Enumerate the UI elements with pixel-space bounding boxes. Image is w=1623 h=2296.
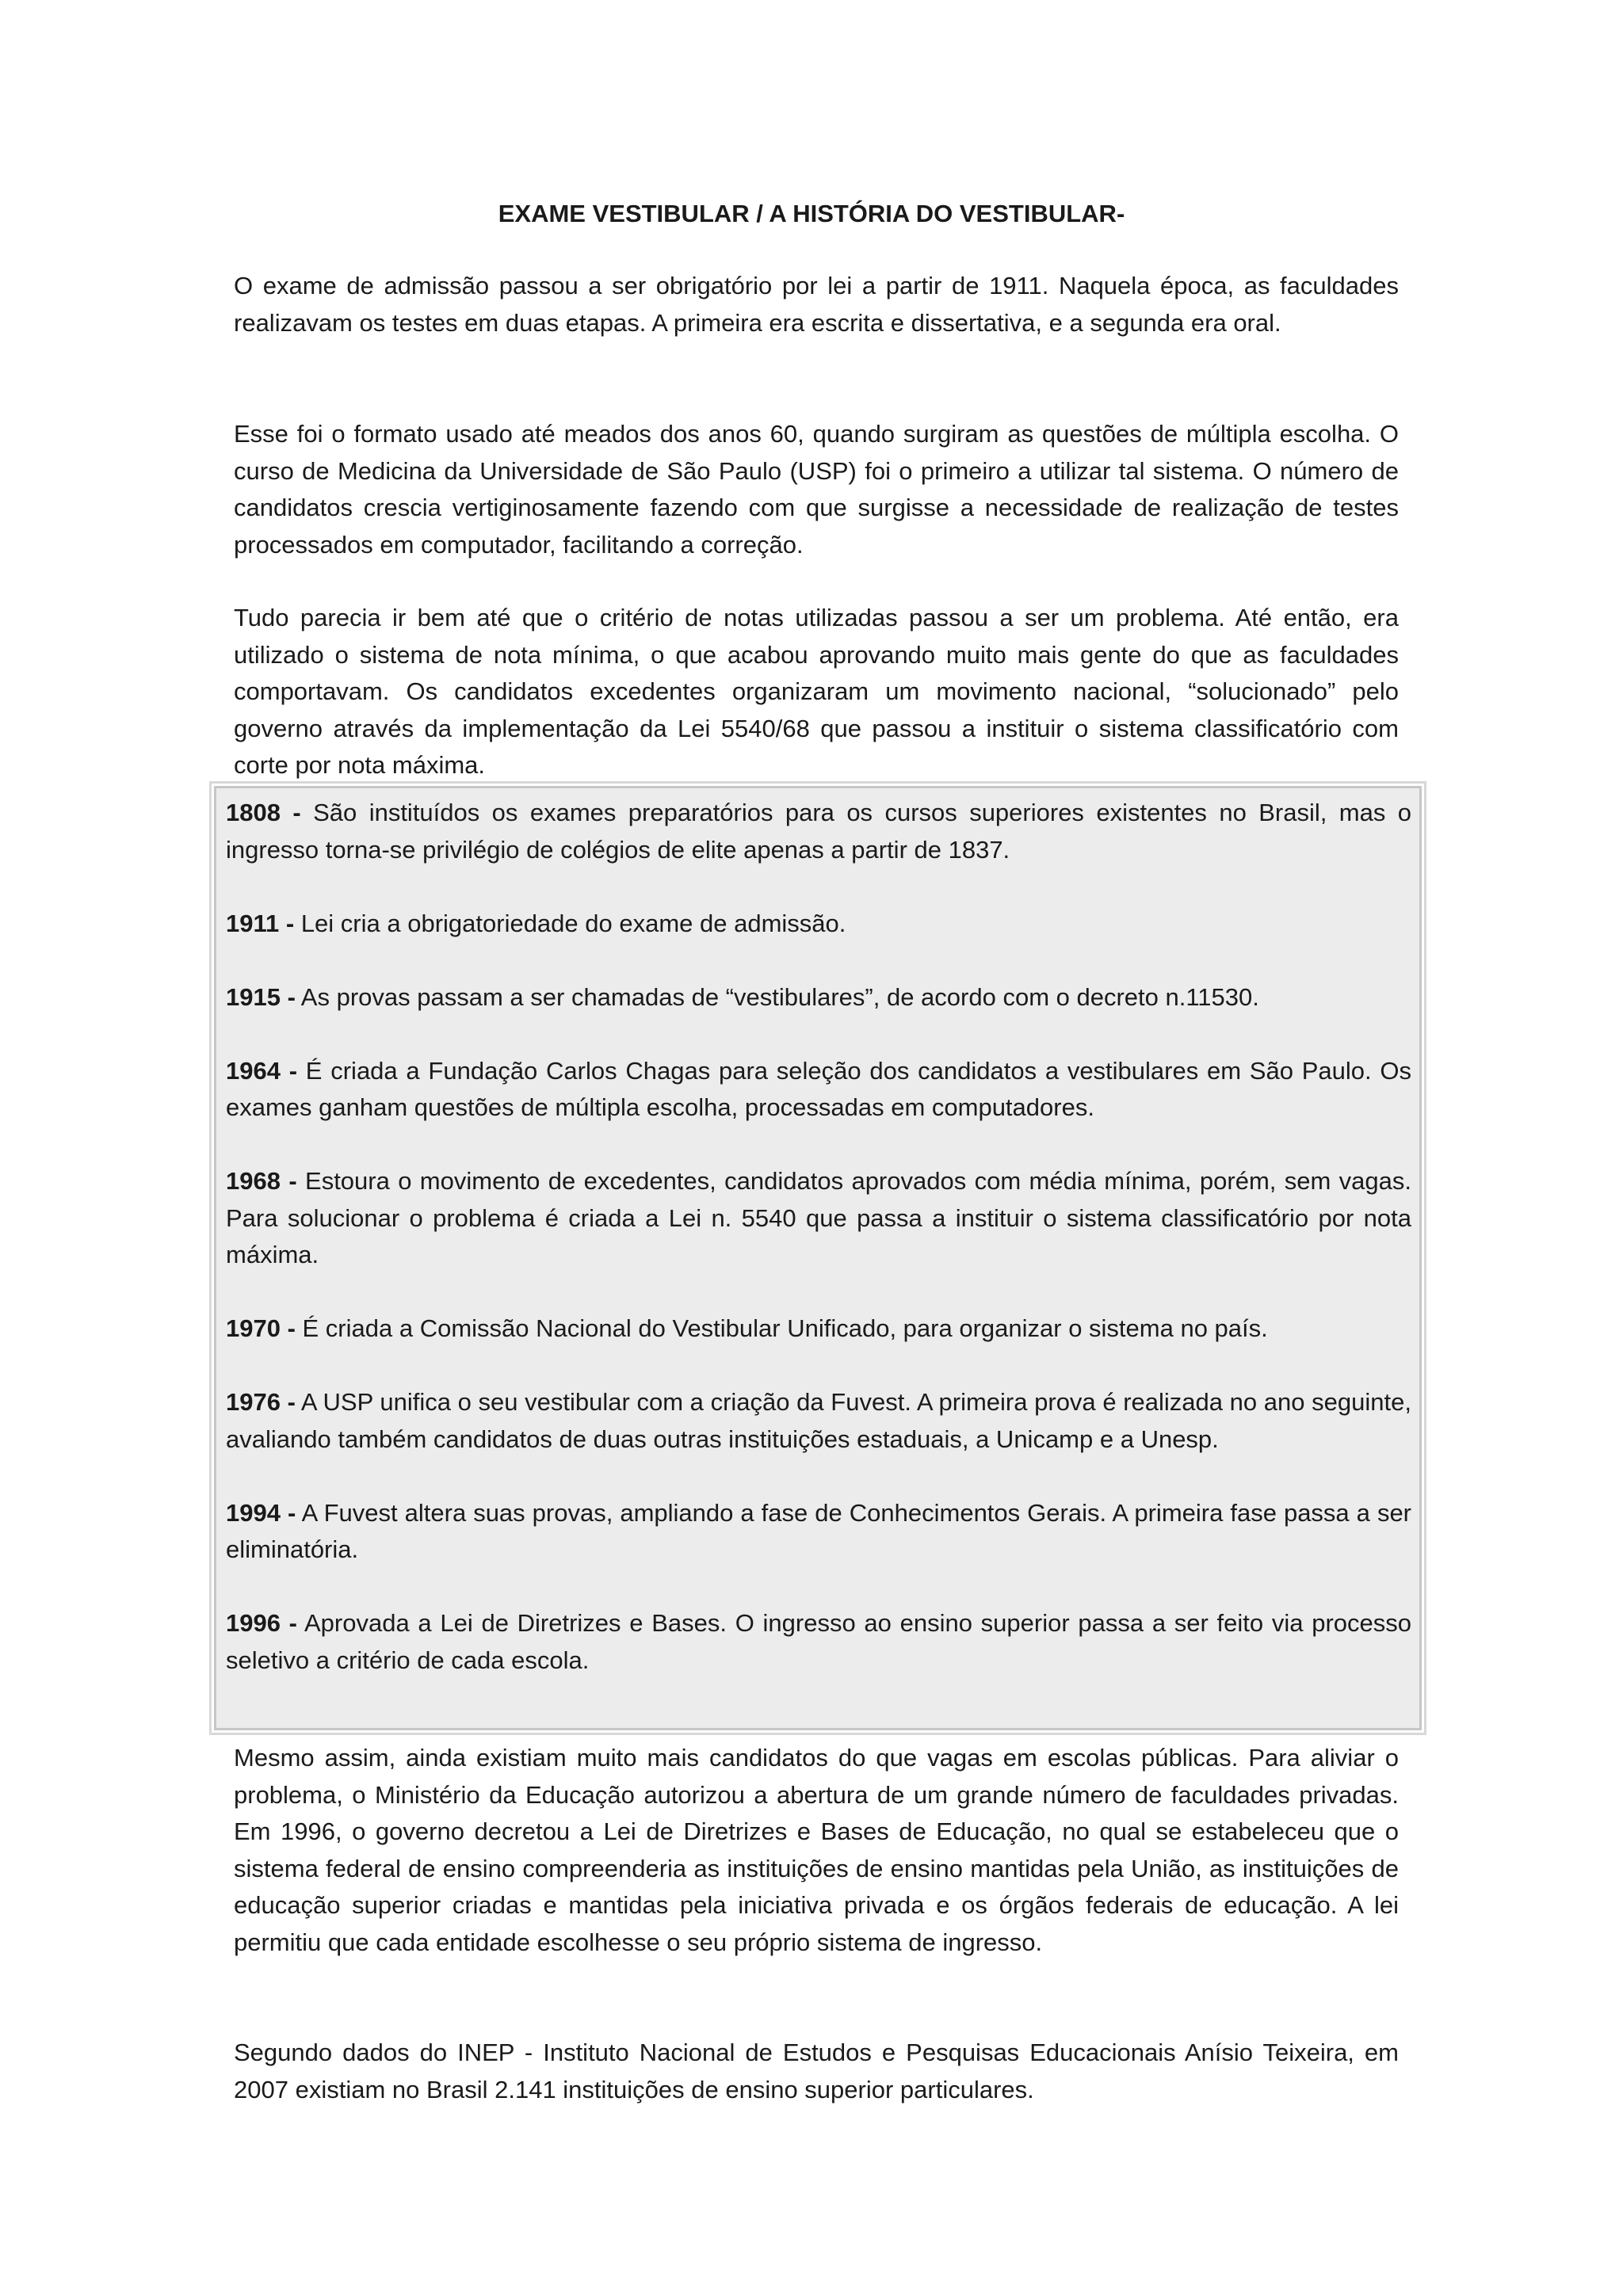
intro-paragraph-2: Esse foi o formato usado até meados dos anos 60, quando surgiram as questões de múltipla escolha. O curso de Medicina da Universidade de São Paulo (USP) foi o primeiro a utilizar tal sistema. O número de candidatos crescia vertiginosamente fazendo com que surgisse a necessidade de realização de testes processados em computador, facilitando a correção.	[234, 420, 1399, 559]
timeline-text: Estoura o movimento de excedentes, candidatos aprovados com média mínima, porém, sem vagas. Para solucionar o problema é criada a Lei n. 5540 que passa a instituir o sistema classificatório por nota máxima.	[226, 1167, 1411, 1268]
timeline-year: 1968 -	[226, 1167, 297, 1195]
closing-paragraph-1: Mesmo assim, ainda existiam muito mais candidatos do que vagas em escolas públicas. Para aliviar o problema, o Ministério da Educação autorizou a abertura de um grande número de faculdades privadas. Em 1996, o governo decretou a Lei de Diretrizes e Bases de Educação, no qual se estabeleceu que o sistema federal de ensino compreenderia as instituições de ensino mantidas pela União, as instituições de educação superior criadas e mantidas pela iniciativa privada e os órgãos federais de educação. A lei permitiu que cada entidade escolhesse o seu próprio sistema de ingresso.	[234, 1744, 1399, 1956]
timeline-entry	[226, 795, 1411, 868]
timeline-box	[214, 786, 1422, 1730]
document-title: EXAME VESTIBULAR / A HISTÓRIA DO VESTIBULAR-	[498, 200, 1125, 227]
timeline-year: 1964 -	[226, 1056, 298, 1085]
timeline-year: 1915 -	[226, 982, 296, 1011]
timeline-text: São instituídos os exames preparatórios para os cursos superiores existentes no Brasil, mas o ingresso torna-se privilégio de colégios de elite apenas a partir de 1837.	[226, 799, 1411, 864]
timeline-year: 1994 -	[226, 1498, 296, 1527]
timeline-entry	[226, 1163, 1411, 1274]
timeline-entry	[226, 906, 1411, 943]
timeline-year: 1808 -	[226, 799, 301, 826]
timeline-entry	[226, 979, 1411, 1016]
closing-paragraph-2: Segundo dados do INEP - Instituto Nacional de Estudos e Pesquisas Educacionais Anísio Teixeira, em 2007 existiam no Brasil 2.141 instituições de ensino superior particulares.	[234, 2039, 1399, 2103]
timeline-year: 1911 -	[226, 909, 295, 937]
timeline-entry	[226, 1495, 1411, 1569]
timeline-text: Aprovada a Lei de Diretrizes e Bases. O ingresso ao ensino superior passa a ser feito via processo seletivo a critério de cada escola.	[226, 1609, 1411, 1674]
timeline-text: É criada a Comissão Nacional do Vestibular Unificado, para organizar o sistema no país.	[295, 1314, 1268, 1342]
timeline-text: É criada a Fundação Carlos Chagas para seleção dos candidatos a vestibulares em São Paulo. Os exames ganham questões de múltipla escolha, processadas em computadores.	[226, 1056, 1411, 1121]
timeline-year: 1970 -	[226, 1314, 296, 1342]
timeline-text: Lei cria a obrigatoriedade do exame de admissão.	[294, 909, 846, 937]
timeline-text: A Fuvest altera suas provas, ampliando a fase de Conhecimentos Gerais. A primeira fase passa a ser eliminatória.	[226, 1498, 1412, 1563]
timeline-entry	[226, 1384, 1411, 1458]
timeline-entry	[226, 1605, 1411, 1679]
timeline-entry	[226, 1310, 1411, 1348]
timeline-text: As provas passam a ser chamadas de “vestibulares”, de acordo com o decreto n.11530.	[295, 982, 1259, 1011]
intro-paragraph-3: Tudo parecia ir bem até que o critério de notas utilizadas passou a ser um problema. Até então, era utilizado o sistema de nota mínima, o que acabou aprovando muito mais gente do que as faculdades comportavam. Os candidatos excedentes organizaram um movimento nacional, “solucionado” pelo governo através da implementação da Lei 5540/68 que passou a instituir o sistema classificatório com corte por nota máxima.	[234, 604, 1399, 779]
intro-paragraph-1: O exame de admissão passou a ser obrigatório por lei a partir de 1911. Naquela época, as faculdades realizavam os testes em duas etapas. A primeira era escrita e dissertativa, e a segunda era oral.	[234, 272, 1399, 337]
timeline-text: A USP unifica o seu vestibular com a criação da Fuvest. A primeira prova é realizada no ano seguinte, avaliando também candidatos de duas outras instituições estaduais, a Unicamp e a Unesp.	[226, 1388, 1412, 1453]
timeline-year: 1976 -	[226, 1388, 296, 1416]
timeline-entry	[226, 1053, 1411, 1127]
timeline-year: 1996 -	[226, 1609, 297, 1637]
